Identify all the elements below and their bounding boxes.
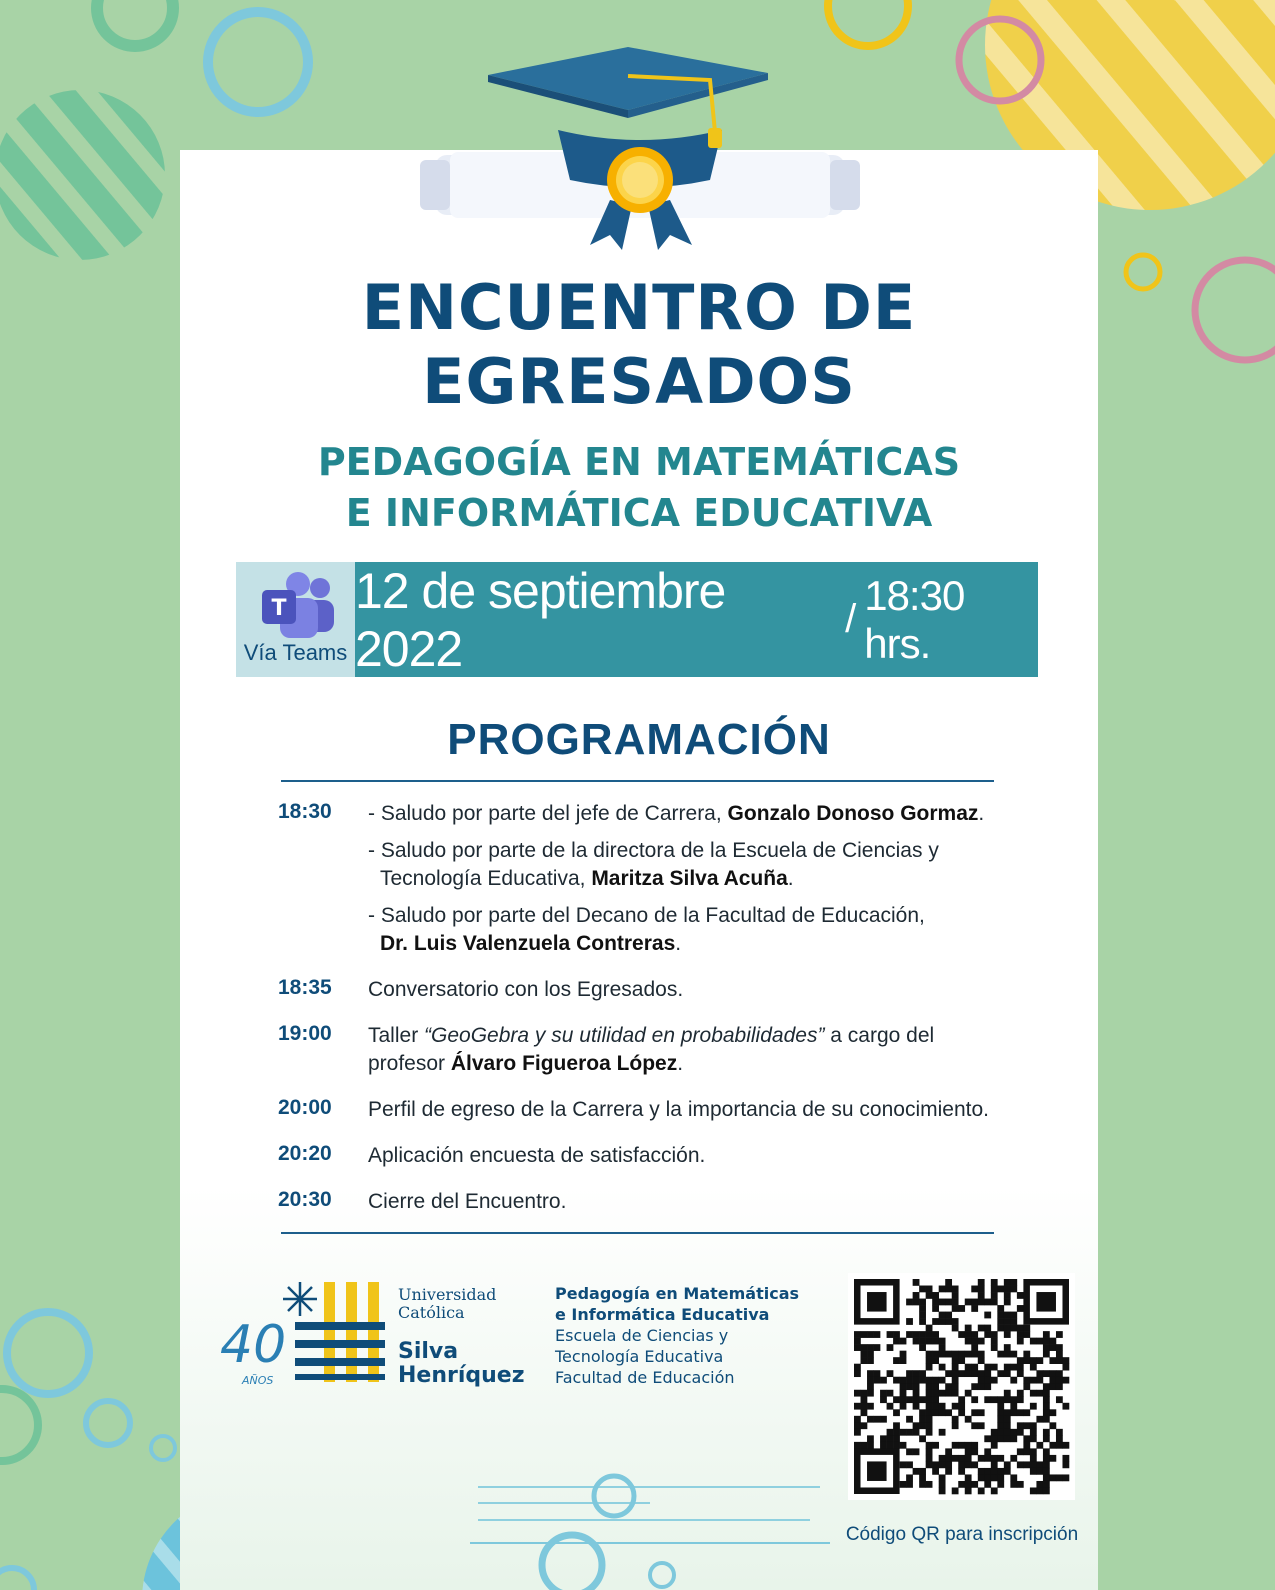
teams-icon (258, 570, 338, 640)
graduation-cap-icon (410, 40, 870, 260)
qr-caption: Código QR para inscripción (845, 1524, 1079, 1545)
star-icon (283, 1282, 317, 1316)
platform-label: Vía Teams (243, 640, 348, 665)
event-time: 18:30 hrs. (864, 571, 965, 667)
teams-letter: T (271, 596, 287, 621)
program-time: 18:30 (278, 800, 332, 823)
subtitle-line1: PEDAGOGÍA EN MATEMÁTICAS (317, 440, 961, 484)
program-text (368, 800, 1008, 958)
program-line: - Saludo por parte de la directora de la Escuela de Ciencias y (368, 839, 939, 862)
program-bottom-rule (281, 1232, 994, 1234)
page-title-line2: EGRESADOS (422, 345, 856, 418)
logo-years-label: AÑOS (242, 1374, 274, 1387)
platform-box (236, 562, 355, 677)
program-time: 20:30 (278, 1188, 332, 1211)
logo-years: 40 (220, 1315, 287, 1375)
program-text: Taller “GeoGebra y su utilidad en probabilidades” a cargo del profesor Álvaro Figueroa López. (368, 1024, 935, 1075)
program-time: 18:35 (278, 976, 332, 999)
program-title: PROGRAMACIÓN (447, 715, 831, 764)
program-time: 20:00 (278, 1096, 332, 1119)
program-line: - Saludo por parte del jefe de Carrera, Gonzalo Donoso Gormaz. (368, 802, 985, 825)
date-banner (355, 562, 1038, 677)
university-label: Universidad Católica (398, 1285, 497, 1322)
university-name: Silva Henríquez (398, 1339, 525, 1388)
subtitle-line2: E INFORMÁTICA EDUCATIVA (345, 491, 933, 535)
event-date: 12 de septiembre 2022 (355, 562, 726, 677)
program-time: 20:20 (278, 1142, 332, 1165)
program-text: Cierre del Encuentro. (368, 1190, 567, 1213)
page-title-line1: ENCUENTRO DE (361, 271, 917, 344)
program-time: 19:00 (278, 1022, 332, 1045)
program-text: Conversatorio con los Egresados. (368, 978, 684, 1001)
qr-code[interactable] (848, 1273, 1075, 1500)
program-line: Dr. Luis Valenzuela Contreras. (380, 932, 682, 955)
program-line: - Saludo por parte del Decano de la Facultad de Educación, (368, 904, 925, 927)
university-logo (220, 1282, 390, 1392)
qr-code-icon (848, 1273, 1075, 1500)
program-text: Perfil de egreso de la Carrera y la importancia de su conocimiento. (368, 1098, 989, 1121)
department-info: Pedagogía en Matemáticas e Informática Educativa Escuela de Ciencias y Tecnología Educativa Facultad de Educación (555, 1284, 800, 1387)
program-text: Aplicación encuesta de satisfacción. (368, 1144, 706, 1167)
program-line: Tecnología Educativa, Maritza Silva Acuña. (380, 867, 794, 890)
program-top-rule (281, 780, 994, 782)
date-separator: / (845, 597, 857, 641)
